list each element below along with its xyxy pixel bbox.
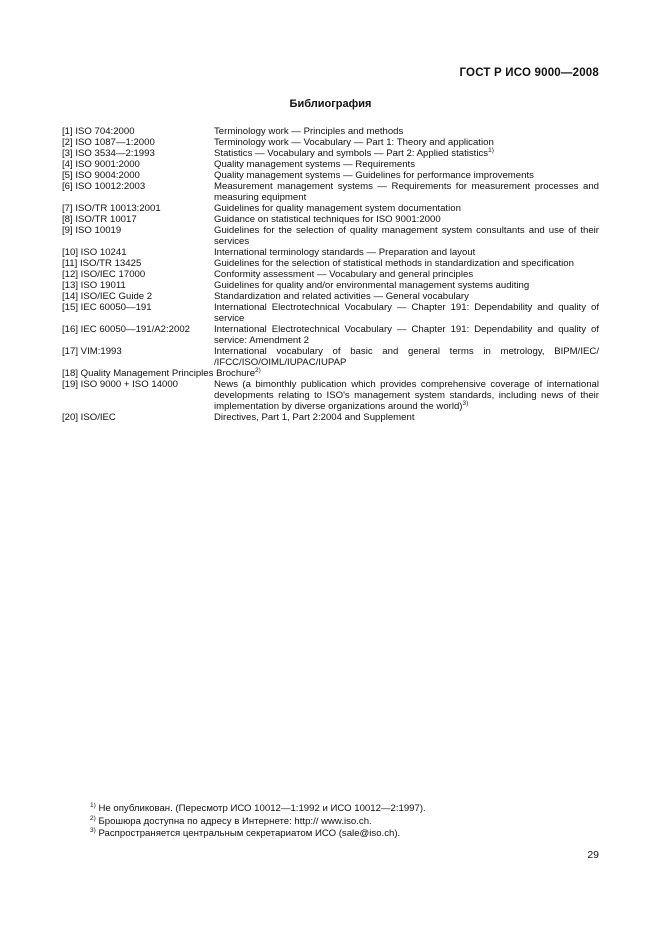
bibliography-desc-text: Terminology work — Principles and methods [214, 126, 404, 137]
bibliography-entry [62, 225, 599, 247]
bibliography-desc-text: Quality management systems — Requirements [214, 159, 416, 170]
bibliography-ref [62, 247, 214, 258]
bibliography-desc [214, 302, 599, 324]
bibliography-ref [62, 126, 214, 137]
bibliography-desc-text: Guidelines for quality management system documentation [214, 203, 461, 214]
bibliography-desc-text: Guidelines for the selection of quality management system consultants and use of their services [214, 225, 599, 247]
bibliography-ref [62, 225, 214, 247]
footnote-mark: 1) [90, 802, 96, 809]
bibliography-ref-text: [5] ISO 9004:2000 [62, 170, 140, 181]
bibliography-entry [62, 126, 599, 137]
bibliography-desc-text: Measurement management systems — Requirements for measurement processes and measuring equipment [214, 181, 599, 203]
bibliography-entry [62, 181, 599, 203]
bibliography-list [62, 126, 599, 423]
bibliography-ref [62, 368, 261, 379]
bibliography-desc [214, 159, 599, 170]
bibliography-desc [214, 170, 599, 181]
bibliography-ref-text: [4] ISO 9001:2000 [62, 159, 140, 170]
section-title: Библиография [289, 98, 372, 110]
bibliography-ref [62, 302, 214, 324]
bibliography-desc-text: Directives, Part 1, Part 2:2004 and Supplement [214, 412, 415, 423]
bibliography-ref [62, 379, 214, 412]
bibliography-desc [214, 412, 599, 423]
bibliography-entry [62, 148, 599, 159]
bibliography-ref-text: [14] ISO/IEC Guide 2 [62, 291, 153, 302]
bibliography-ref [62, 159, 214, 170]
bibliography-ref-text: [17] VIM:1993 [62, 346, 122, 357]
bibliography-desc-text: Terminology work — Vocabulary — Part 1: Theory and application [214, 137, 494, 148]
bibliography-ref [62, 137, 214, 148]
bibliography-ref-text: [7] ISO/TR 10013:2001 [62, 203, 161, 214]
bibliography-ref [62, 181, 214, 203]
bibliography-ref-text: [16] IEC 60050—191/A2:2002 [62, 324, 191, 335]
footnote-mark: 3) [90, 827, 96, 834]
bibliography-ref-text: [3] ISO 3534—2:1993 [62, 148, 155, 159]
bibliography-desc [214, 280, 599, 291]
bibliography-ref [62, 324, 214, 346]
footnote [90, 828, 426, 841]
bibliography-ref [62, 148, 214, 159]
bibliography-entry [62, 280, 599, 291]
bibliography-desc-text: Guidelines for the selection of statistical methods in standardization and specification [214, 258, 574, 269]
bibliography-ref-text: [10] ISO 10241 [62, 247, 127, 258]
bibliography-desc-text: International vocabulary of basic and general terms in metrology, BIPM/IEC/ /IFCC/ISO/OIML/IUPAC/IUPAP [214, 346, 599, 368]
bibliography-ref-text: [19] ISO 9000 + ISO 14000 [62, 379, 179, 390]
bibliography-ref-text: [20] ISO/IEC [62, 412, 116, 423]
bibliography-entry [62, 291, 599, 302]
bibliography-entry [62, 203, 599, 214]
footnote-mark: 1) [488, 147, 494, 154]
bibliography-entry [62, 346, 599, 368]
document-header: ГОСТ Р ИСО 9000—2008 [459, 67, 599, 79]
bibliography-desc-text: International terminology standards — Preparation and layout [214, 247, 476, 258]
footnote-text: Брошюра доступна по адресу в Интернете: http:// www.iso.ch. [98, 815, 372, 827]
footnote-mark: 3) [462, 400, 469, 407]
bibliography-entry [62, 302, 599, 324]
bibliography-desc [214, 346, 599, 368]
bibliography-desc [214, 247, 599, 258]
bibliography-ref [62, 170, 214, 181]
page-number: 29 [587, 849, 599, 861]
bibliography-entry [62, 247, 599, 258]
bibliography-ref-text: [8] ISO/TR 10017 [62, 214, 137, 225]
bibliography-desc-text: International Electrotechnical Vocabulary — Chapter 191: Dependability and quality of service [214, 302, 599, 324]
bibliography-desc-text: International Electrotechnical Vocabulary — Chapter 191: Dependability and quality of service: Amendment 2 [214, 324, 599, 346]
bibliography-ref-text: [12] ISO/IEC 17000 [62, 269, 146, 280]
bibliography-ref [62, 214, 214, 225]
bibliography-ref-text: [18] Quality Management Principles Brochure [62, 368, 256, 379]
bibliography-desc [214, 126, 599, 137]
bibliography-ref [62, 346, 214, 368]
bibliography-desc-text: Guidelines for quality and/or environmental management systems auditing [214, 280, 530, 291]
footnotes [90, 803, 426, 841]
bibliography-ref [62, 203, 214, 214]
bibliography-entry [62, 137, 599, 148]
bibliography-entry [62, 412, 599, 423]
bibliography-entry [62, 269, 599, 280]
bibliography-entry [62, 214, 599, 225]
bibliography-desc-text: News (a bimonthly publication which provides comprehensive coverage of international developments relating to ISO's management system standards, including news of their implementation by diverse organizations around the world) [214, 379, 599, 412]
bibliography-ref-text: [11] ISO/TR 13425 [62, 258, 142, 269]
footnote [90, 803, 426, 816]
bibliography-desc-text: Quality management systems — Guidelines for performance improvements [214, 170, 534, 181]
bibliography-desc [214, 148, 599, 159]
footnote-text: Распространяется центральным секретариатом ИСО (sale@iso.ch). [98, 828, 401, 839]
bibliography-ref [62, 280, 214, 291]
bibliography-entry [62, 324, 599, 346]
bibliography-desc-text: Statistics — Vocabulary and symbols — Part 2: Applied statistics [214, 148, 489, 159]
bibliography-desc [214, 269, 599, 280]
bibliography-desc [214, 203, 599, 214]
bibliography-desc [214, 258, 599, 269]
bibliography-ref [62, 412, 214, 423]
bibliography-desc [214, 291, 599, 302]
bibliography-ref-text: [9] ISO 10019 [62, 225, 122, 236]
bibliography-desc [214, 324, 599, 346]
footnote-mark: 2) [255, 367, 261, 374]
footnote-mark: 2) [90, 814, 96, 822]
bibliography-entry [62, 368, 599, 379]
bibliography-desc-text: Standardization and related activities — General vocabulary [214, 291, 469, 302]
footnote [90, 816, 426, 829]
bibliography-ref [62, 291, 214, 302]
bibliography-desc-text: Guidance on statistical techniques for ISO 9001:2000 [214, 214, 441, 225]
bibliography-entry [62, 159, 599, 170]
bibliography-desc-text: Conformity assessment — Vocabulary and general principles [214, 269, 474, 280]
bibliography-ref [62, 269, 214, 280]
bibliography-ref-text: [1] ISO 704:2000 [62, 126, 135, 137]
bibliography-desc [214, 214, 599, 225]
bibliography-entry [62, 258, 599, 269]
bibliography-ref-text: [13] ISO 19011 [62, 280, 126, 291]
bibliography-entry [62, 379, 599, 412]
bibliography-desc [214, 379, 599, 412]
bibliography-desc [214, 181, 599, 203]
bibliography-desc [214, 225, 599, 247]
bibliography-ref-text: [6] ISO 10012:2003 [62, 181, 146, 192]
footnote-text: Не опубликован. (Пересмотр ИСО 10012—1:1992 и ИСО 10012—2:1997). [98, 803, 426, 814]
bibliography-ref-text: [15] IEC 60050—191 [62, 302, 152, 313]
bibliography-desc [214, 137, 599, 148]
bibliography-entry [62, 170, 599, 181]
bibliography-ref-text: [2] ISO 1087—1:2000 [62, 137, 155, 148]
bibliography-ref [62, 258, 214, 269]
